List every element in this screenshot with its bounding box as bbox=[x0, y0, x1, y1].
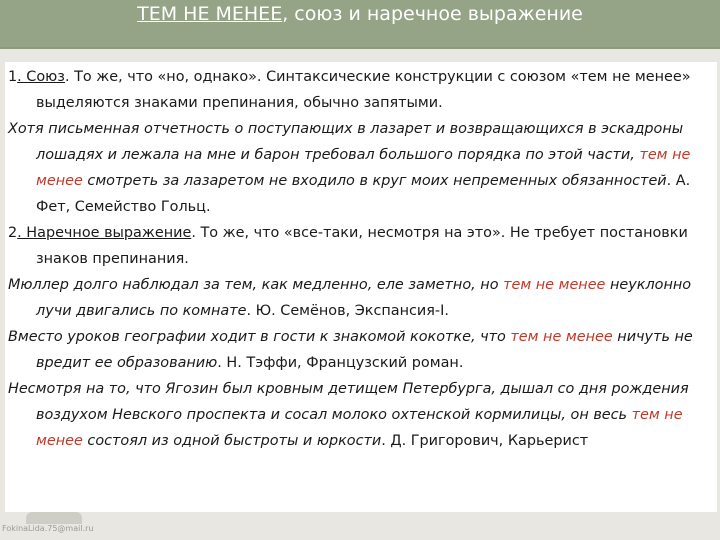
section-2-term: . Наречное выражение bbox=[17, 225, 192, 241]
example-3-quote-end: ничуть не вредит ее образованию bbox=[36, 329, 693, 371]
section-2-number: 2 bbox=[8, 225, 18, 241]
example-2-quote-end: неуклонно лучи двигались по комнате bbox=[36, 277, 692, 319]
title-keyword: ТЕМ НЕ МЕНЕЕ bbox=[137, 3, 283, 25]
example-1 bbox=[8, 116, 713, 220]
example-4-quote-start: Несмотря на то, что Ягозин был кровным детищем Петербурга, дышал со дня рождения воздухом Невского проспекта и сосал молоко охтенской кормилицы, он весь bbox=[8, 381, 689, 423]
example-3-source: . Н. Тэффи, Французский роман. bbox=[217, 355, 464, 371]
section-1-number: 1 bbox=[8, 69, 18, 85]
content-panel bbox=[5, 62, 717, 512]
footer-watermark: FokinaLida.75@mail.ru bbox=[2, 524, 94, 533]
section-1-term: . Союз bbox=[17, 69, 65, 85]
example-4-source: . Д. Григорович, Карьерист bbox=[381, 433, 589, 449]
section-1-text: . То же, что «но, однако». Синтаксические конструкции с союзом «тем не менее» выделяются знаками препинания, обычно запятыми. bbox=[36, 69, 691, 111]
example-4-highlight: тем не менее bbox=[36, 407, 683, 449]
example-2-quote-start: Мюллер долго наблюдал за тем, как медленно, еле заметно, но bbox=[8, 277, 504, 293]
footer-logo bbox=[26, 512, 82, 524]
example-4 bbox=[8, 376, 713, 454]
example-2-source: . Ю. Семёнов, Экспансия-I. bbox=[246, 303, 449, 319]
example-2 bbox=[8, 272, 713, 324]
example-3 bbox=[8, 324, 713, 376]
title-rest: , союз и наречное выражение bbox=[282, 3, 583, 25]
page-title bbox=[0, 3, 720, 25]
example-3-quote-start: Вместо уроков географии ходит в гости к знакомой кокотке, что bbox=[8, 329, 511, 345]
section-1-definition bbox=[8, 64, 713, 116]
example-1-source: . А. Фет, Семейство Гольц. bbox=[36, 173, 691, 215]
example-1-quote-end: смотреть за лазаретом не входило в круг моих непременных обязанностей bbox=[82, 173, 667, 189]
example-2-highlight: тем не менее bbox=[503, 277, 606, 293]
section-2-definition bbox=[8, 220, 713, 272]
example-1-highlight: тем не менее bbox=[36, 147, 691, 189]
example-3-highlight: тем не менее bbox=[510, 329, 613, 345]
section-2-text: . То же, что «все-таки, несмотря на это». Не требует постановки знаков препинания. bbox=[36, 225, 688, 267]
article-text bbox=[8, 64, 713, 454]
example-4-quote-end: состоял из одной быстроты и юркости bbox=[82, 433, 382, 449]
example-1-quote-start: Хотя письменная отчетность о поступающих в лазарет и возвращающихся в эскадроны лошадях и лежала на мне и барон требовал большого порядка по этой части, bbox=[8, 121, 684, 163]
title-banner bbox=[0, 0, 720, 49]
